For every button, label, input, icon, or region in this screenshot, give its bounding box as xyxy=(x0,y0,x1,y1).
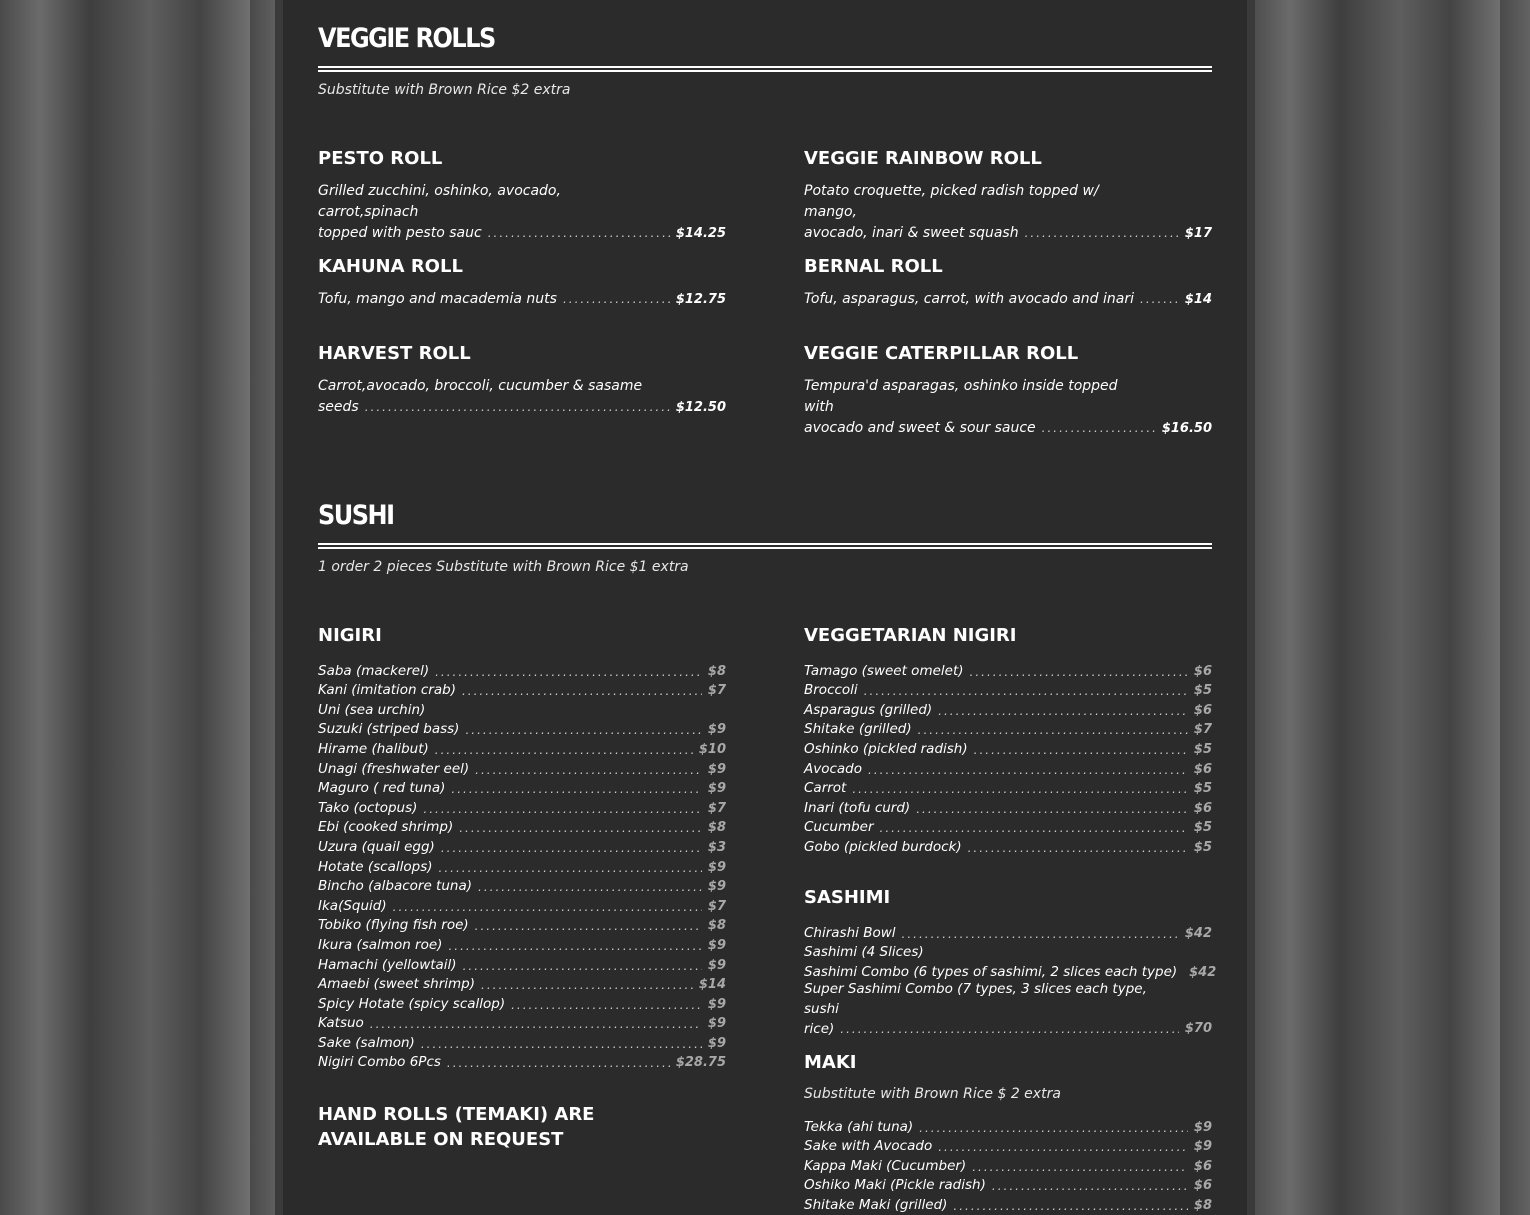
leader-dots xyxy=(475,919,702,933)
list-item xyxy=(318,992,726,1012)
item-price: $42 xyxy=(1184,925,1212,941)
maki-list xyxy=(804,1115,1212,1213)
item-name: Hotate (scallops) xyxy=(318,858,433,875)
list-item xyxy=(804,757,1212,777)
list-item xyxy=(318,757,726,777)
leader-dots xyxy=(918,723,1188,737)
item-name: Chirashi Bowl xyxy=(804,924,896,941)
item-price: $42 xyxy=(1189,964,1217,980)
item-price: $6 xyxy=(1193,663,1212,679)
sushi-note: 1 order 2 pieces Substitute with Brown Rice $1 extra xyxy=(318,559,689,575)
item-price: $12.75 xyxy=(675,292,726,307)
menu-item xyxy=(804,289,1212,310)
item-price: $7 xyxy=(707,898,726,914)
leader-dots xyxy=(448,939,701,953)
veggie-rolls-note: Substitute with Brown Rice $2 extra xyxy=(318,82,571,98)
item-price: $5 xyxy=(1193,683,1212,699)
item-price: $9 xyxy=(707,761,726,777)
item-heading: BERNAL ROLL xyxy=(804,256,943,277)
item-price: $17 xyxy=(1184,226,1212,241)
leader-dots xyxy=(462,684,702,698)
item-name: Maguro ( red tuna) xyxy=(318,780,446,797)
item-name: Kani (imitation crab) xyxy=(318,682,456,699)
list-item xyxy=(318,855,726,875)
item-price: $14 xyxy=(698,977,726,993)
item-price: $5 xyxy=(1193,839,1212,855)
item-name: Uzura (quail egg) xyxy=(318,838,435,855)
item-description: avocado, inari & sweet squash xyxy=(804,225,1019,241)
maki-heading: MAKI xyxy=(804,1052,857,1073)
item-price: $9 xyxy=(707,957,726,973)
leader-dots xyxy=(511,998,702,1012)
list-item xyxy=(318,777,726,797)
item-price: $9 xyxy=(707,937,726,953)
item-name: Hirame (halibut) xyxy=(318,740,429,757)
list-item xyxy=(318,914,726,934)
list-item xyxy=(318,1051,726,1071)
item-price: $5 xyxy=(1193,820,1212,836)
leader-dots xyxy=(435,743,693,757)
list-item xyxy=(804,737,1212,757)
leader-dots xyxy=(423,802,702,816)
leader-dots xyxy=(970,665,1188,679)
item-price: $8 xyxy=(1193,1197,1212,1213)
list-item xyxy=(804,698,1212,718)
menu-item xyxy=(804,979,1212,1039)
item-name: Tobiko (flying fish roe) xyxy=(318,917,469,934)
item-price: $9 xyxy=(707,722,726,738)
list-item xyxy=(318,659,726,679)
leader-dots xyxy=(953,1199,1187,1213)
item-name: Cucumber xyxy=(804,819,874,836)
leader-dots xyxy=(475,763,702,777)
item-name: Tako (octopus) xyxy=(318,799,418,816)
leader-dots xyxy=(370,1017,702,1031)
item-description: Carrot,avocado, broccoli, cucumber & sasame xyxy=(318,378,643,394)
item-name: Shitake (grilled) xyxy=(804,721,912,738)
list-item xyxy=(804,960,1217,980)
item-price: $8 xyxy=(707,820,726,836)
item-price: $3 xyxy=(707,839,726,855)
item-price: $16.50 xyxy=(1161,421,1212,436)
list-item xyxy=(804,835,1212,855)
item-price: $6 xyxy=(1193,1178,1212,1194)
maki-note: Substitute with Brown Rice $ 2 extra xyxy=(804,1086,1061,1102)
item-name: Sake with Avocado xyxy=(804,1138,933,1155)
leader-dots xyxy=(919,1121,1188,1135)
leader-dots xyxy=(563,289,670,310)
menu-item xyxy=(804,181,1212,244)
menu-item xyxy=(318,181,726,244)
leader-dots xyxy=(902,927,1179,941)
hand-rolls-note: HAND ROLLS (TEMAKI) ARE AVAILABLE ON REQUEST xyxy=(318,1104,595,1150)
list-item xyxy=(318,894,726,914)
item-price: $5 xyxy=(1193,741,1212,757)
leader-dots xyxy=(968,841,1188,855)
sashimi-heading: SASHIMI xyxy=(804,887,891,908)
panel-edge-left xyxy=(275,0,283,1215)
item-name: Shitake Maki (grilled) xyxy=(804,1196,948,1213)
item-price: $9 xyxy=(1193,1119,1212,1135)
list-item xyxy=(804,796,1212,816)
list-item xyxy=(804,659,1212,679)
sashimi-list xyxy=(804,921,1217,980)
leader-dots xyxy=(481,978,693,992)
item-name: Broccoli xyxy=(804,682,858,699)
leader-dots xyxy=(1140,289,1179,310)
item-name: Uni (sea urchin) xyxy=(318,701,426,718)
list-item xyxy=(804,1115,1212,1135)
list-item xyxy=(804,1135,1212,1155)
item-name: Nigiri Combo 6Pcs xyxy=(318,1054,441,1071)
item-name: Unagi (freshwater eel) xyxy=(318,760,470,777)
item-name: Suzuki (striped bass) xyxy=(318,721,460,738)
item-name: Spicy Hotate (spicy scallop) xyxy=(318,995,506,1012)
item-price: $6 xyxy=(1193,761,1212,777)
item-name: Avocado xyxy=(804,760,863,777)
list-item xyxy=(318,1012,726,1032)
leader-dots xyxy=(393,900,702,914)
leader-dots xyxy=(447,1056,670,1070)
leader-dots xyxy=(852,782,1188,796)
leader-dots xyxy=(972,1160,1188,1174)
item-price: $7 xyxy=(1193,722,1212,738)
item-price: $6 xyxy=(1193,702,1212,718)
list-item xyxy=(318,796,726,816)
item-description: Tempura'd asparagas, oshinko inside topped with xyxy=(804,378,1118,415)
item-price: $10 xyxy=(698,741,726,757)
item-name: Asparagus (grilled) xyxy=(804,701,933,718)
leader-dots xyxy=(864,684,1188,698)
item-price: $70 xyxy=(1184,1021,1212,1036)
leader-dots xyxy=(868,763,1188,777)
nigiri-heading: NIGIRI xyxy=(318,625,382,646)
leader-dots xyxy=(916,802,1188,816)
leader-dots xyxy=(938,704,1188,718)
leader-dots xyxy=(421,1037,702,1051)
leader-dots xyxy=(488,223,670,244)
item-price: $14.25 xyxy=(675,226,726,241)
list-item xyxy=(318,679,726,699)
list-item xyxy=(318,816,726,836)
item-heading: HARVEST ROLL xyxy=(318,343,471,364)
leader-dots xyxy=(992,1179,1188,1193)
item-price: $9 xyxy=(707,1016,726,1032)
item-name: Amaebi (sweet shrimp) xyxy=(318,976,475,993)
item-name: Kappa Maki (Cucumber) xyxy=(804,1157,967,1174)
item-description: seeds xyxy=(318,399,359,415)
menu-item xyxy=(318,289,726,310)
item-name: Tamago (sweet omelet) xyxy=(804,662,964,679)
list-item xyxy=(318,718,726,738)
item-price: $7 xyxy=(707,800,726,816)
item-name: Katsuo xyxy=(318,1015,364,1032)
list-item xyxy=(318,933,726,953)
item-description: topped with pesto sauc xyxy=(318,225,482,241)
panel-edge-right xyxy=(1247,0,1255,1215)
item-name: Sake (salmon) xyxy=(318,1034,415,1051)
list-item xyxy=(804,921,1212,941)
leader-dots xyxy=(435,665,702,679)
item-name: Tekka (ahi tuna) xyxy=(804,1118,914,1135)
item-name: Ika(Squid) xyxy=(318,897,387,914)
item-name: Gobo (pickled burdock) xyxy=(804,838,962,855)
item-price: $9 xyxy=(707,996,726,1012)
item-heading: PESTO ROLL xyxy=(318,148,443,169)
leader-dots xyxy=(1025,223,1179,244)
leader-dots xyxy=(365,397,670,418)
leader-dots xyxy=(463,959,702,973)
item-price: $12.50 xyxy=(675,400,726,415)
item-price: $9 xyxy=(707,781,726,797)
menu-item xyxy=(318,376,726,418)
item-description: rice) xyxy=(804,1021,835,1037)
item-heading: VEGGIE RAINBOW ROLL xyxy=(804,148,1042,169)
item-price: $14 xyxy=(1184,292,1212,307)
item-description: Super Sashimi Combo (7 types, 3 slices each type, sushi xyxy=(804,981,1147,1017)
veg-nigiri-heading: VEGGETARIAN NIGIRI xyxy=(804,625,1017,646)
veg-nigiri-list xyxy=(804,659,1212,855)
item-heading: KAHUNA ROLL xyxy=(318,256,463,277)
item-name: Bincho (albacore tuna) xyxy=(318,878,473,895)
list-item xyxy=(318,953,726,973)
item-description: Potato croquette, picked radish topped w/ mango, xyxy=(804,183,1099,220)
item-price: $8 xyxy=(707,663,726,679)
leader-dots xyxy=(938,1140,1188,1154)
list-item xyxy=(318,698,726,718)
list-item xyxy=(804,941,1212,961)
item-description: Tofu, asparagus, carrot, with avocado and inari xyxy=(804,291,1134,307)
leader-dots xyxy=(478,880,702,894)
item-price: $5 xyxy=(1193,781,1212,797)
list-item xyxy=(318,737,726,757)
leader-dots xyxy=(451,782,702,796)
item-name: Oshinko (pickled radish) xyxy=(804,740,968,757)
item-description: Grilled zucchini, oshinko, avocado, carrot,spinach xyxy=(318,183,561,220)
item-name: Inari (tofu curd) xyxy=(804,799,911,816)
item-name: Sashimi Combo (6 types of sashimi, 2 slices each type) xyxy=(804,963,1178,980)
sushi-title: SUSHI xyxy=(318,499,394,531)
item-name: Hamachi (yellowtail) xyxy=(318,956,457,973)
item-name: Sashimi (4 Slices) xyxy=(804,944,924,961)
nigiri-list xyxy=(318,659,726,1070)
item-price: $9 xyxy=(707,879,726,895)
item-name: Ebi (cooked shrimp) xyxy=(318,819,454,836)
list-item xyxy=(804,816,1212,836)
item-price: $8 xyxy=(707,918,726,934)
item-price: $9 xyxy=(1193,1139,1212,1155)
item-price: $7 xyxy=(707,683,726,699)
item-name: Saba (mackerel) xyxy=(318,662,430,679)
leader-dots xyxy=(974,743,1188,757)
list-item xyxy=(318,1031,726,1051)
leader-dots xyxy=(465,723,701,737)
list-item xyxy=(318,875,726,895)
list-item xyxy=(804,777,1212,797)
item-price: $6 xyxy=(1193,1158,1212,1174)
veggie-rolls-divider xyxy=(318,66,1212,72)
item-heading: VEGGIE CATERPILLAR ROLL xyxy=(804,343,1079,364)
item-name: Oshiko Maki (Pickle radish) xyxy=(804,1177,986,1194)
list-item xyxy=(318,973,726,993)
leader-dots xyxy=(1042,418,1156,439)
sushi-divider xyxy=(318,543,1212,549)
list-item xyxy=(804,1154,1212,1174)
leader-dots xyxy=(441,841,702,855)
item-price: $28.75 xyxy=(675,1055,726,1071)
leader-dots xyxy=(439,861,702,875)
menu-panel xyxy=(283,0,1247,1215)
list-item xyxy=(318,835,726,855)
item-description: avocado and sweet & sour sauce xyxy=(804,420,1036,436)
veggie-rolls-title: VEGGIE ROLLS xyxy=(318,22,495,54)
item-price: $9 xyxy=(707,859,726,875)
item-price: $6 xyxy=(1193,800,1212,816)
item-description: Tofu, mango and macademia nuts xyxy=(318,291,557,307)
list-item xyxy=(804,679,1212,699)
menu-item xyxy=(804,376,1212,439)
item-name: Ikura (salmon roe) xyxy=(318,936,443,953)
leader-dots xyxy=(459,821,702,835)
item-name: Carrot xyxy=(804,780,847,797)
list-item xyxy=(804,718,1212,738)
list-item xyxy=(804,1174,1212,1194)
item-price: $9 xyxy=(707,1035,726,1051)
list-item xyxy=(804,1193,1212,1213)
leader-dots xyxy=(840,1019,1179,1039)
leader-dots xyxy=(880,821,1188,835)
